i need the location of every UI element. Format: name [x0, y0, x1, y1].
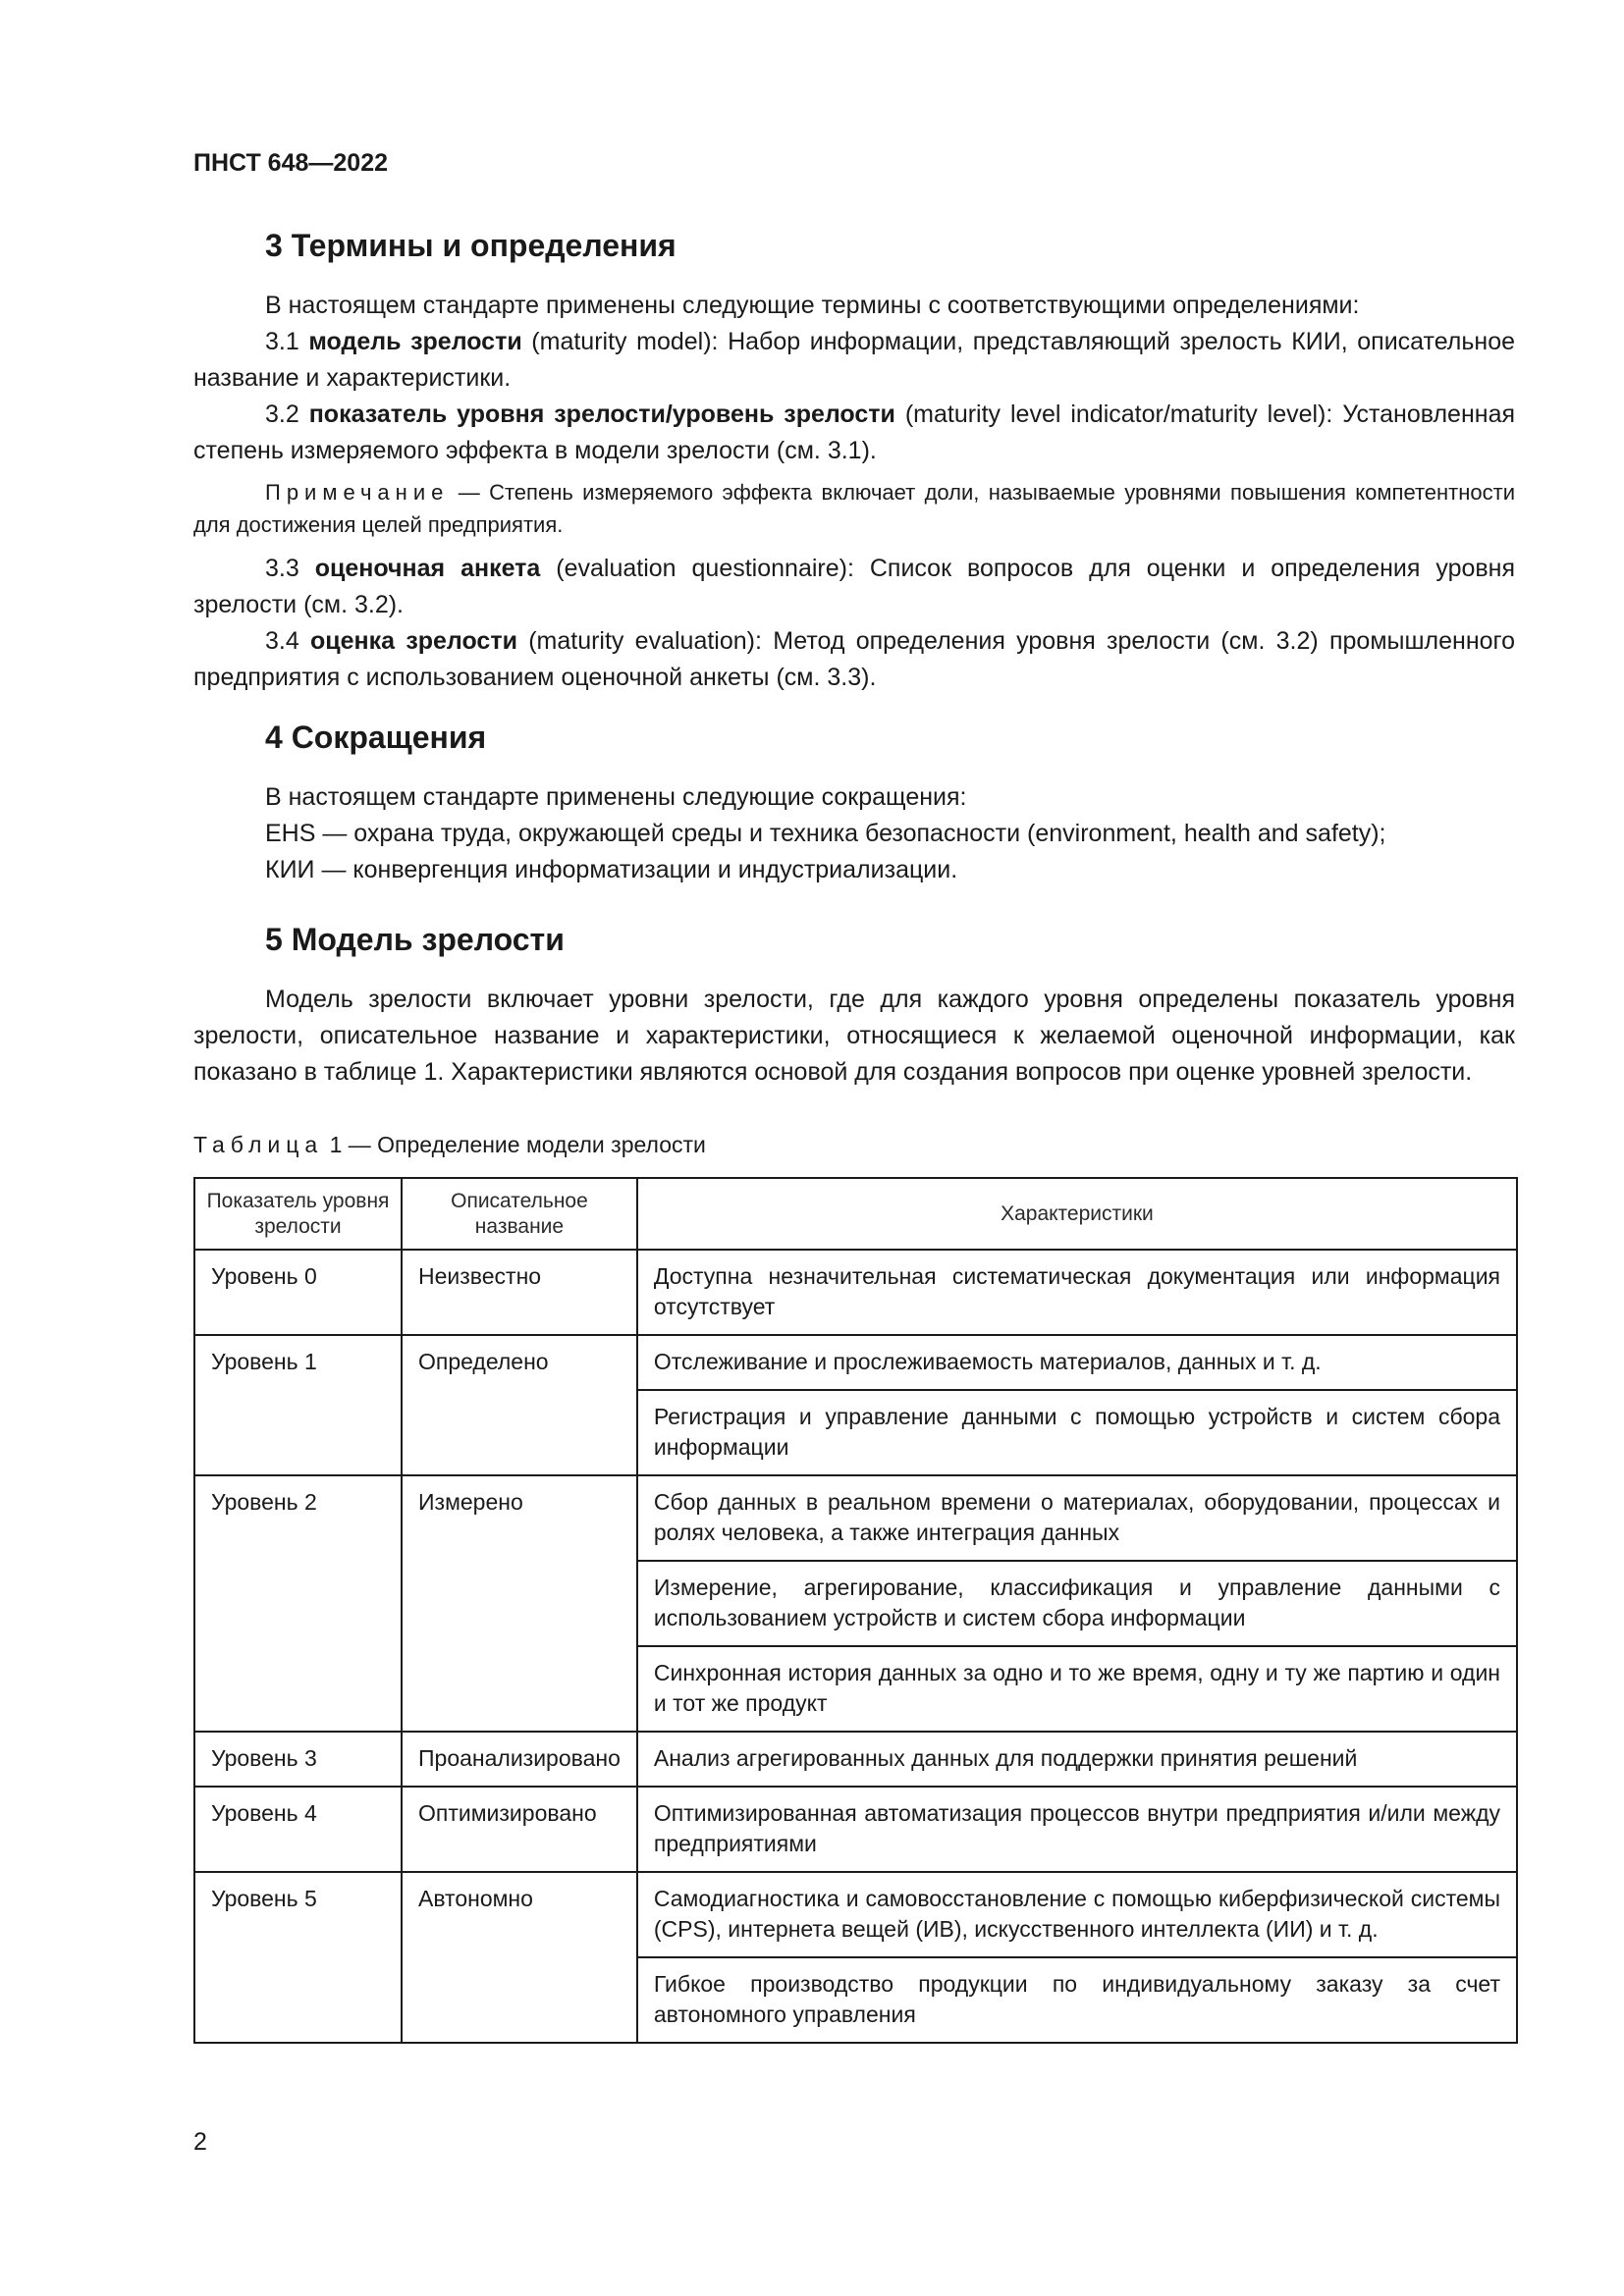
term-3-4-definition: (maturity evaluation): Метод определения уровня зрелости (см. 3.2) промышленного предприятия с использованием оценочной анкеты (см. 3.3).	[193, 627, 1516, 691]
maturity-model-table	[193, 1177, 1518, 2044]
level-cell: Уровень 0	[194, 1250, 402, 1335]
name-cell: Оптимизировано	[402, 1787, 637, 1872]
level-cell: Уровень 4	[194, 1787, 402, 1872]
note-label: Примечание	[265, 480, 450, 505]
term-3-3	[193, 551, 1515, 623]
section-4-intro: В настоящем стандарте применены следующие сокращения:	[265, 783, 967, 811]
characteristic-cell: Регистрация и управление данными с помощью устройств и систем сбора информации	[637, 1390, 1517, 1475]
table-row	[194, 1872, 1517, 1957]
table-row	[194, 1475, 1517, 1561]
characteristic-cell: Оптимизированная автоматизация процессов внутри предприятия и/или между предприятиями	[637, 1787, 1517, 1872]
term-3-1	[193, 324, 1515, 397]
name-cell: Проанализировано	[402, 1732, 637, 1787]
abbreviation-ehs: EHS — охрана труда, окружающей среды и техника безопасности (environment, health and safety);	[265, 820, 1386, 847]
note-text: — Степень измеряемого эффекта включает доли, называемые уровнями повышения компетентности для достижения целей предприятия.	[193, 480, 1515, 537]
term-3-3-term: оценочная анкета	[314, 555, 541, 582]
table-caption-title: 1 — Определение модели зрелости	[323, 1132, 706, 1157]
level-cell: Уровень 3	[194, 1732, 402, 1787]
name-cell: Определено	[402, 1335, 637, 1475]
term-3-2-num: 3.2	[265, 400, 309, 428]
name-cell: Автономно	[402, 1872, 637, 2043]
abbreviation-kii: КИИ — конвергенция информатизации и индустриализации.	[265, 856, 958, 883]
page-number: 2	[193, 2128, 207, 2156]
name-cell: Измерено	[402, 1475, 637, 1732]
table-row	[194, 1335, 1517, 1390]
term-3-1-num: 3.1	[265, 328, 309, 355]
term-3-3-definition: (evaluation questionnaire): Список вопросов для оценки и определения уровня зрелости (см. 3.2).	[193, 555, 1515, 618]
table-row	[194, 1787, 1517, 1872]
table-caption	[193, 1132, 706, 1158]
section-5-heading: 5 Модель зрелости	[265, 922, 565, 957]
term-3-3-num: 3.3	[265, 555, 315, 582]
header-descriptive-name: Описательное название	[402, 1178, 637, 1250]
characteristic-cell: Самодиагностика и самовосстановление с помощью киберфизической системы (CPS), интернета вещей (ИВ), искусственного интеллекта (ИИ) и т. д.	[637, 1872, 1517, 1957]
section-4-heading: 4 Сокращения	[265, 720, 487, 755]
level-cell: Уровень 1	[194, 1335, 402, 1475]
abbreviations-list	[265, 779, 1386, 888]
section-3-intro: В настоящем стандарте применены следующие термины с соответствующими определениями:	[265, 292, 1360, 319]
document-id: ПНСТ 648—2022	[193, 149, 388, 177]
characteristic-cell: Отслеживание и прослеживаемость материалов, данных и т. д.	[637, 1335, 1517, 1390]
characteristic-cell: Анализ агрегированных данных для поддержки принятия решений	[637, 1732, 1517, 1787]
term-3-4-term: оценка зрелости	[310, 627, 517, 655]
term-3-2-term: показатель уровня зрелости/уровень зрелости	[308, 400, 895, 428]
term-3-2	[193, 397, 1515, 469]
level-cell: Уровень 2	[194, 1475, 402, 1732]
characteristic-cell: Гибкое производство продукции по индивидуальному заказу за счет автономного управления	[637, 1957, 1517, 2043]
table-header-row	[194, 1178, 1517, 1250]
characteristic-cell: Синхронная история данных за одно и то же время, одну и ту же партию и один и тот же продукт	[637, 1646, 1517, 1732]
table-row	[194, 1250, 1517, 1335]
term-3-1-term: модель зрелости	[308, 328, 522, 355]
characteristic-cell: Измерение, агрегирование, классификация и управление данными с использованием устройств и систем сбора информации	[637, 1561, 1517, 1646]
term-3-1-definition: (maturity model): Набор информации, представляющий зрелость КИИ, описательное название и характеристики.	[193, 328, 1516, 392]
term-3-2-definition: (maturity level indicator/maturity level): Установленная степень измеряемого эффекта в модели зрелости (см. 3.1).	[193, 400, 1516, 464]
section-5-paragraph: Модель зрелости включает уровни зрелости, где для каждого уровня определены показатель уровня зрелости, описательное название и характеристики, относящиеся к желаемой оценочной информации, как показано в таблице 1. Характеристики являются основой для создания вопросов при оценке уровней зрелости.	[193, 986, 1515, 1086]
header-characteristics: Характеристики	[637, 1178, 1517, 1250]
table-caption-label: Таблица	[193, 1132, 324, 1157]
section-3-heading: 3 Термины и определения	[265, 228, 677, 263]
characteristic-cell: Сбор данных в реальном времени о материалах, оборудовании, процессах и ролях человека, а также интеграция данных	[637, 1475, 1517, 1561]
term-3-4	[193, 623, 1515, 696]
note	[193, 476, 1515, 541]
name-cell: Неизвестно	[402, 1250, 637, 1335]
characteristic-cell: Доступна незначительная систематическая документация или информация отсутствует	[637, 1250, 1517, 1335]
level-cell: Уровень 5	[194, 1872, 402, 2043]
term-3-4-num: 3.4	[265, 627, 311, 655]
table-row	[194, 1732, 1517, 1787]
header-level-indicator: Показатель уровня зрелости	[194, 1178, 402, 1250]
